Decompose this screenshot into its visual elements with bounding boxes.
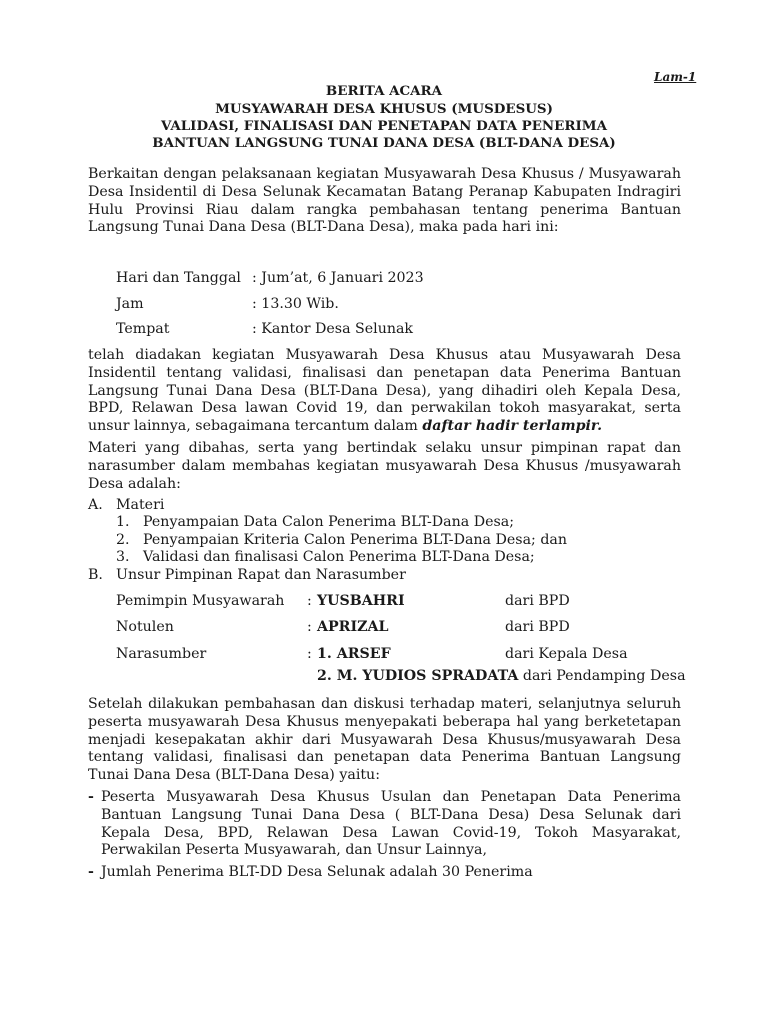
notulen-name: APRIZAL xyxy=(317,619,389,635)
schedule-value-date: : Jum’at, 6 Januari 2023 xyxy=(252,270,424,286)
materi-intro-paragraph: Materi yang dibahas, serta yang bertindak selaku unsur pimpinan rapat dan narasumber dalam membahas kegiatan musyawarah Desa Khusus /musyawarah Desa adalah: xyxy=(88,440,681,492)
section-a-heading: Materi xyxy=(116,497,165,513)
attendance-emphasis: daftar hadir terlampir. xyxy=(422,418,603,435)
speaker-2-name: 2. M. YUDIOS SPRADATA xyxy=(317,668,519,684)
speaker-role: Narasumber xyxy=(116,646,207,662)
speaker-name: 1. ARSEF xyxy=(317,646,391,662)
bullet-item: Jumlah Penerima BLT-DD Desa Selunak adalah 30 Penerima xyxy=(101,864,533,880)
schedule-label-date: Hari dan Tanggal xyxy=(116,270,241,286)
materi-item-number: 1. xyxy=(116,514,130,530)
leader-separator: : xyxy=(307,593,312,609)
result-paragraph: Setelah dilakukan pembahasan dan diskusi terhadap materi, selanjutnya seluruh peserta musyawarah Desa Khusus menyepakati beberapa hal yang berketetapan menjadi kesepakatan akhir dari Musyawarah Desa Khusus/musyawarah Desa tentang validasi, finalisasi dan penetapan data Penerima Bantuan Langsung Tunai Dana Desa (BLT-Dana Desa) yaitu: xyxy=(88,696,681,784)
intro-paragraph: Berkaitan dengan pelaksanaan kegiatan Musyawarah Desa Khusus / Musyawarah Desa Insidentil di Desa Selunak Kecamatan Batang Peranap Kabupaten Indragiri Hulu Provinsi Riau dalam rangka pembahasan tentang penerima Bantuan Langsung Tunai Dana Desa (BLT-Dana Desa), maka pada hari ini: xyxy=(88,166,681,236)
schedule-value-place: : Kantor Desa Selunak xyxy=(252,321,414,337)
speaker-separator: : xyxy=(307,646,312,662)
attachment-label: Lam-1 xyxy=(654,70,697,84)
bullet-dash: - xyxy=(88,789,94,805)
speaker-2-line xyxy=(317,668,686,684)
materi-item-number: 2. xyxy=(116,532,130,548)
materi-item-text: Validasi dan finalisasi Calon Penerima BLT-Dana Desa; xyxy=(143,549,535,565)
leader-role: Pemimpin Musyawarah xyxy=(116,593,285,609)
notulen-origin: dari BPD xyxy=(505,619,570,635)
schedule-label-place: Tempat xyxy=(116,321,170,337)
title-line-2: MUSYAWARAH DESA KHUSUS (MUSDESUS) xyxy=(215,101,553,117)
activity-text: telah diadakan kegiatan Musyawarah Desa Khusus atau Musyawarah Desa Insidentil tentang validasi, finalisasi dan penetapan data Penerima Bantuan Langsung Tunai Dana Desa (BLT-Dana Desa), yang dihadiri oleh Kepala Desa, BPD, Relawan Desa lawan Covid 19, dan perwakilan tokoh masyarakat, serta unsur lainnya, sebagaimana tercantum dalam xyxy=(88,347,681,435)
section-a-marker: A. xyxy=(88,497,103,513)
materi-item-text: Penyampaian Data Calon Penerima BLT-Dana Desa; xyxy=(143,514,515,530)
activity-paragraph xyxy=(88,347,681,436)
leader-origin: dari BPD xyxy=(505,593,570,609)
materi-item-number: 3. xyxy=(116,549,130,565)
bullet-item: Peserta Musyawarah Desa Khusus Usulan dan Penetapan Data Penerima Bantuan Langsung Tunai Dana Desa ( BLT-Dana Desa) Desa Selunak dari Kepala Desa, BPD, Relawan Desa Lawan Covid-19, Tokoh Masyarakat, Perwakilan Peserta Musyawarah, dan Unsur Lainnya, xyxy=(101,789,681,859)
materi-item-text: Penyampaian Kriteria Calon Penerima BLT-Dana Desa; dan xyxy=(143,532,568,548)
title-line-4: BANTUAN LANGSUNG TUNAI DANA DESA (BLT-DANA DESA) xyxy=(152,135,616,151)
schedule-value-time: : 13.30 Wib. xyxy=(252,296,339,312)
bullet-dash: - xyxy=(88,864,94,880)
section-b-heading: Unsur Pimpinan Rapat dan Narasumber xyxy=(116,567,406,583)
speaker-2-origin: dari Pendamping Desa xyxy=(522,668,686,684)
speaker-origin: dari Kepala Desa xyxy=(505,646,628,662)
title-line-3: VALIDASI, FINALISASI DAN PENETAPAN DATA PENERIMA xyxy=(161,118,607,134)
notulen-separator: : xyxy=(307,619,312,635)
leader-name: YUSBAHRI xyxy=(317,593,405,609)
title-line-1: BERITA ACARA xyxy=(325,83,443,99)
schedule-label-time: Jam xyxy=(116,296,144,312)
section-b-marker: B. xyxy=(88,567,103,583)
notulen-role: Notulen xyxy=(116,619,174,635)
